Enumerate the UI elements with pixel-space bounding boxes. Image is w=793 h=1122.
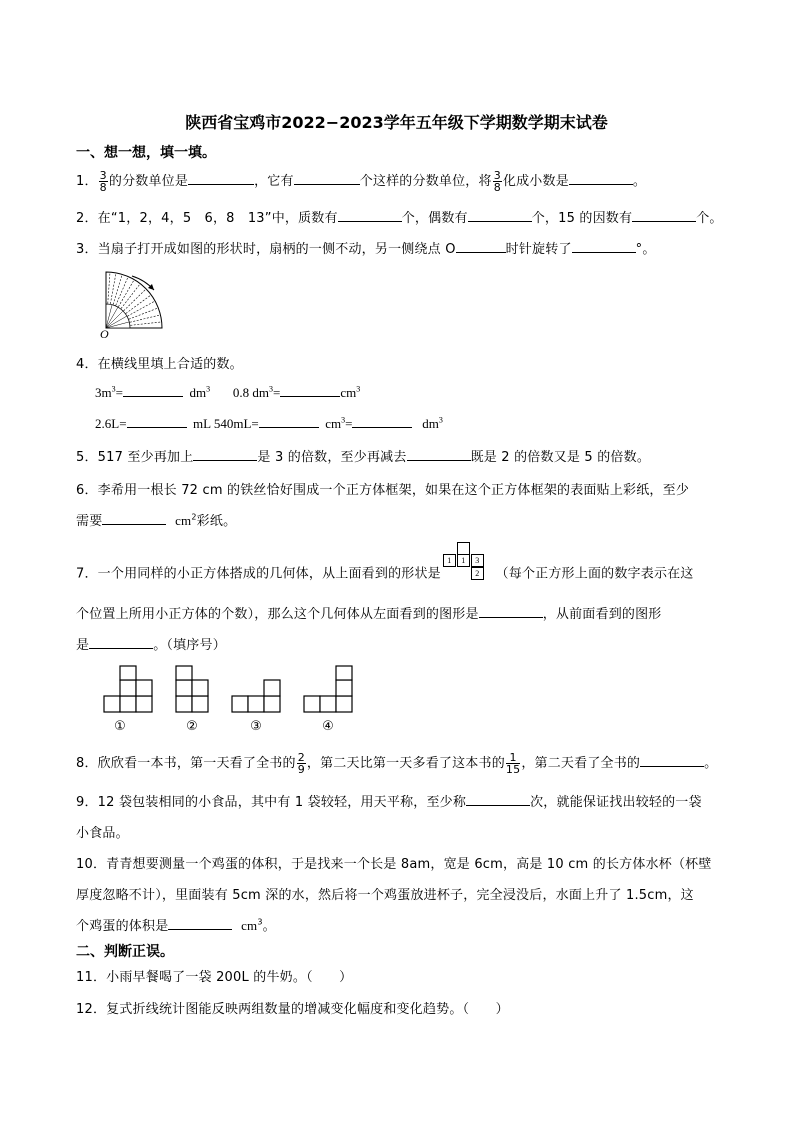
question-11	[76, 966, 352, 985]
top-view-grid	[443, 554, 485, 590]
text: 复式折线统计图能反映两组数量的增减变化幅度和变化趋势。（ ）	[106, 1002, 509, 1017]
option-label: ③	[250, 719, 262, 734]
fraction: $\frac{3}{8}$	[493, 169, 501, 194]
answer-blank[interactable]	[569, 172, 633, 185]
question-6	[76, 479, 689, 498]
question-number: 1．	[76, 174, 98, 189]
answer-blank[interactable]	[280, 384, 340, 397]
option-label: ①	[114, 719, 126, 734]
answer-blank[interactable]	[632, 209, 696, 222]
text: 个，偶数有	[401, 211, 468, 226]
exponent: 3	[356, 384, 361, 394]
text: 个。	[696, 211, 723, 226]
question-number: 4．	[76, 357, 98, 372]
question-number: 11．	[76, 970, 107, 985]
text: 。	[262, 919, 276, 934]
question-4-row-1	[95, 384, 360, 401]
answer-blank[interactable]	[352, 415, 412, 428]
text: 的分数单位是	[108, 174, 189, 189]
question-number: 10．	[76, 857, 107, 872]
page-title: 陕西省宝鸡市2022−2023学年五年级下学期数学期末试卷	[185, 113, 608, 132]
answer-blank[interactable]	[572, 240, 636, 253]
fan-figure	[98, 268, 178, 340]
text: 个鸡蛋的体积是	[76, 919, 169, 934]
text: dm	[422, 416, 439, 431]
grid-cell: 1	[443, 554, 456, 567]
text: =	[272, 385, 281, 400]
question-7-line-3	[76, 634, 226, 653]
exponent: 3	[111, 384, 116, 394]
text: 在横线里填上合适的数。	[97, 357, 243, 372]
answer-blank[interactable]	[468, 209, 532, 222]
section-heading: 二、判断正误。	[76, 944, 174, 960]
question-number: 7．	[76, 566, 98, 582]
fraction: $\frac{2}{9}$	[297, 751, 305, 776]
exponent: 2	[191, 512, 197, 522]
answer-blank[interactable]	[479, 605, 543, 618]
text: 个位置上所用小正方体的个数），那么这个几何体从左面看到的图形是	[76, 607, 479, 622]
text: 517 至少再加上	[97, 450, 194, 465]
text: °。	[635, 242, 656, 257]
text: 个这样的分数单位，将	[359, 174, 492, 189]
answer-blank[interactable]	[89, 636, 153, 649]
question-1	[76, 170, 646, 193]
question-number: 12．	[76, 1002, 107, 1017]
text: 个，15 的因数有	[531, 211, 633, 226]
text: 厚度忽略不计），里面装有 5cm 深的水，然后将一个鸡蛋放进杯子，完全浸没后，水面上升了 1.5cm，这	[76, 888, 694, 903]
question-number: 8．	[76, 756, 98, 771]
question-4-row-2	[95, 415, 443, 432]
question-7-line-2	[76, 603, 662, 622]
exponent: 3	[438, 415, 443, 425]
question-3	[76, 238, 656, 257]
text: cm	[340, 385, 357, 400]
answer-blank[interactable]	[127, 415, 187, 428]
text: 3m	[95, 385, 112, 400]
question-4	[76, 353, 243, 372]
question-10-line-2	[76, 884, 694, 903]
text: 次，就能保证找出较轻的一袋	[530, 795, 702, 810]
question-9-line-2	[76, 822, 129, 841]
exponent: 3	[257, 917, 263, 927]
grid-cell: 2	[471, 567, 484, 580]
text: =	[345, 416, 353, 431]
text: ，它有	[254, 174, 294, 189]
question-6-line-2	[76, 510, 236, 529]
question-7	[76, 556, 694, 592]
point-o-label: O	[100, 327, 109, 340]
question-2	[76, 207, 723, 226]
question-number: 6．	[76, 483, 98, 498]
answer-blank[interactable]	[123, 384, 183, 397]
option-label: ④	[322, 719, 334, 734]
question-10-line-3	[76, 915, 276, 934]
view-options-figure	[98, 664, 358, 736]
section-heading: 一、想一想，填一填。	[76, 145, 216, 161]
text: 当扇子打开成如图的形状时，扇柄的一侧不动，另一侧绕点 O	[97, 242, 456, 257]
answer-blank[interactable]	[338, 209, 402, 222]
text: cm	[325, 416, 342, 431]
question-number: 2．	[76, 211, 98, 226]
text: 0.8 dm	[232, 385, 269, 400]
text: 李希用一根长 72 cm 的铁丝恰好围成一个正方体框架，如果在这个正方体框架的表面贴上彩纸，至少	[97, 483, 690, 498]
text: 时针旋转了	[505, 242, 572, 257]
text: 小食品。	[76, 826, 129, 841]
text: 。	[632, 174, 647, 189]
question-8	[76, 752, 717, 775]
answer-blank[interactable]	[640, 754, 704, 767]
text: cm	[241, 918, 258, 933]
text: 是	[76, 638, 90, 653]
text: 12 袋包装相同的小食品，其中有 1 袋较轻，用天平称，至少称	[97, 795, 467, 810]
text: 。	[704, 756, 718, 771]
text: cm	[175, 513, 192, 528]
text: dm	[189, 385, 207, 400]
text: 一个用同样的小正方体搭成的几何体，从上面看到的形状是	[97, 566, 441, 582]
exponent: 3	[341, 415, 346, 425]
answer-blank[interactable]	[193, 448, 257, 461]
text: 在“1，2，4，5 6，8 13”中，质数有	[97, 211, 338, 226]
text: 需要	[76, 514, 103, 529]
option-label: ②	[186, 719, 198, 734]
question-10	[76, 853, 712, 872]
text: 2.6L=	[95, 416, 127, 431]
grid-cell: 3	[471, 554, 484, 567]
answer-blank[interactable]	[188, 172, 254, 185]
text: ，第二天看了全书的	[521, 756, 641, 771]
text: 彩纸。	[196, 514, 237, 529]
question-number: 5．	[76, 450, 98, 465]
grid-cell: 1	[457, 554, 470, 567]
text: ，从前面看到的图形	[542, 607, 662, 622]
exponent: 3	[206, 384, 211, 394]
answer-blank[interactable]	[466, 793, 530, 806]
text: 既是 2 的倍数又是 5 的倍数。	[470, 450, 651, 465]
question-number: 3．	[76, 242, 98, 257]
answer-blank[interactable]	[456, 240, 506, 253]
answer-blank[interactable]	[102, 512, 166, 525]
exponent: 3	[268, 384, 273, 394]
answer-blank[interactable]	[407, 448, 471, 461]
answer-blank[interactable]	[259, 415, 319, 428]
fraction: $\frac{3}{8}$	[99, 169, 107, 194]
text: ，第二天比第一天多看了这本书的	[306, 756, 505, 771]
fraction: $\frac{1}{15}$	[505, 751, 521, 776]
question-9	[76, 791, 702, 810]
text: mL 540mL=	[193, 416, 259, 431]
text: 。（填序号）	[153, 638, 226, 653]
answer-blank[interactable]	[168, 917, 232, 930]
text: 化成小数是	[502, 174, 569, 189]
text: 欣欣看一本书，第一天看了全书的	[97, 756, 296, 771]
text: 是 3 的倍数，至少再减去	[257, 450, 407, 465]
answer-blank[interactable]	[294, 172, 360, 185]
question-12	[76, 998, 509, 1017]
text: 青青想要测量一个鸡蛋的体积，于是找来一个长是 8am，宽是 6cm，高是 10 cm 的长方体水杯（杯壁	[106, 857, 712, 872]
question-number: 9．	[76, 795, 98, 810]
question-5	[76, 446, 650, 465]
text: =	[115, 385, 123, 400]
text: 小雨早餐喝了一袋 200L 的牛奶。（ ）	[106, 970, 353, 985]
text: （每个正方形上面的数字表示在这	[495, 566, 694, 582]
